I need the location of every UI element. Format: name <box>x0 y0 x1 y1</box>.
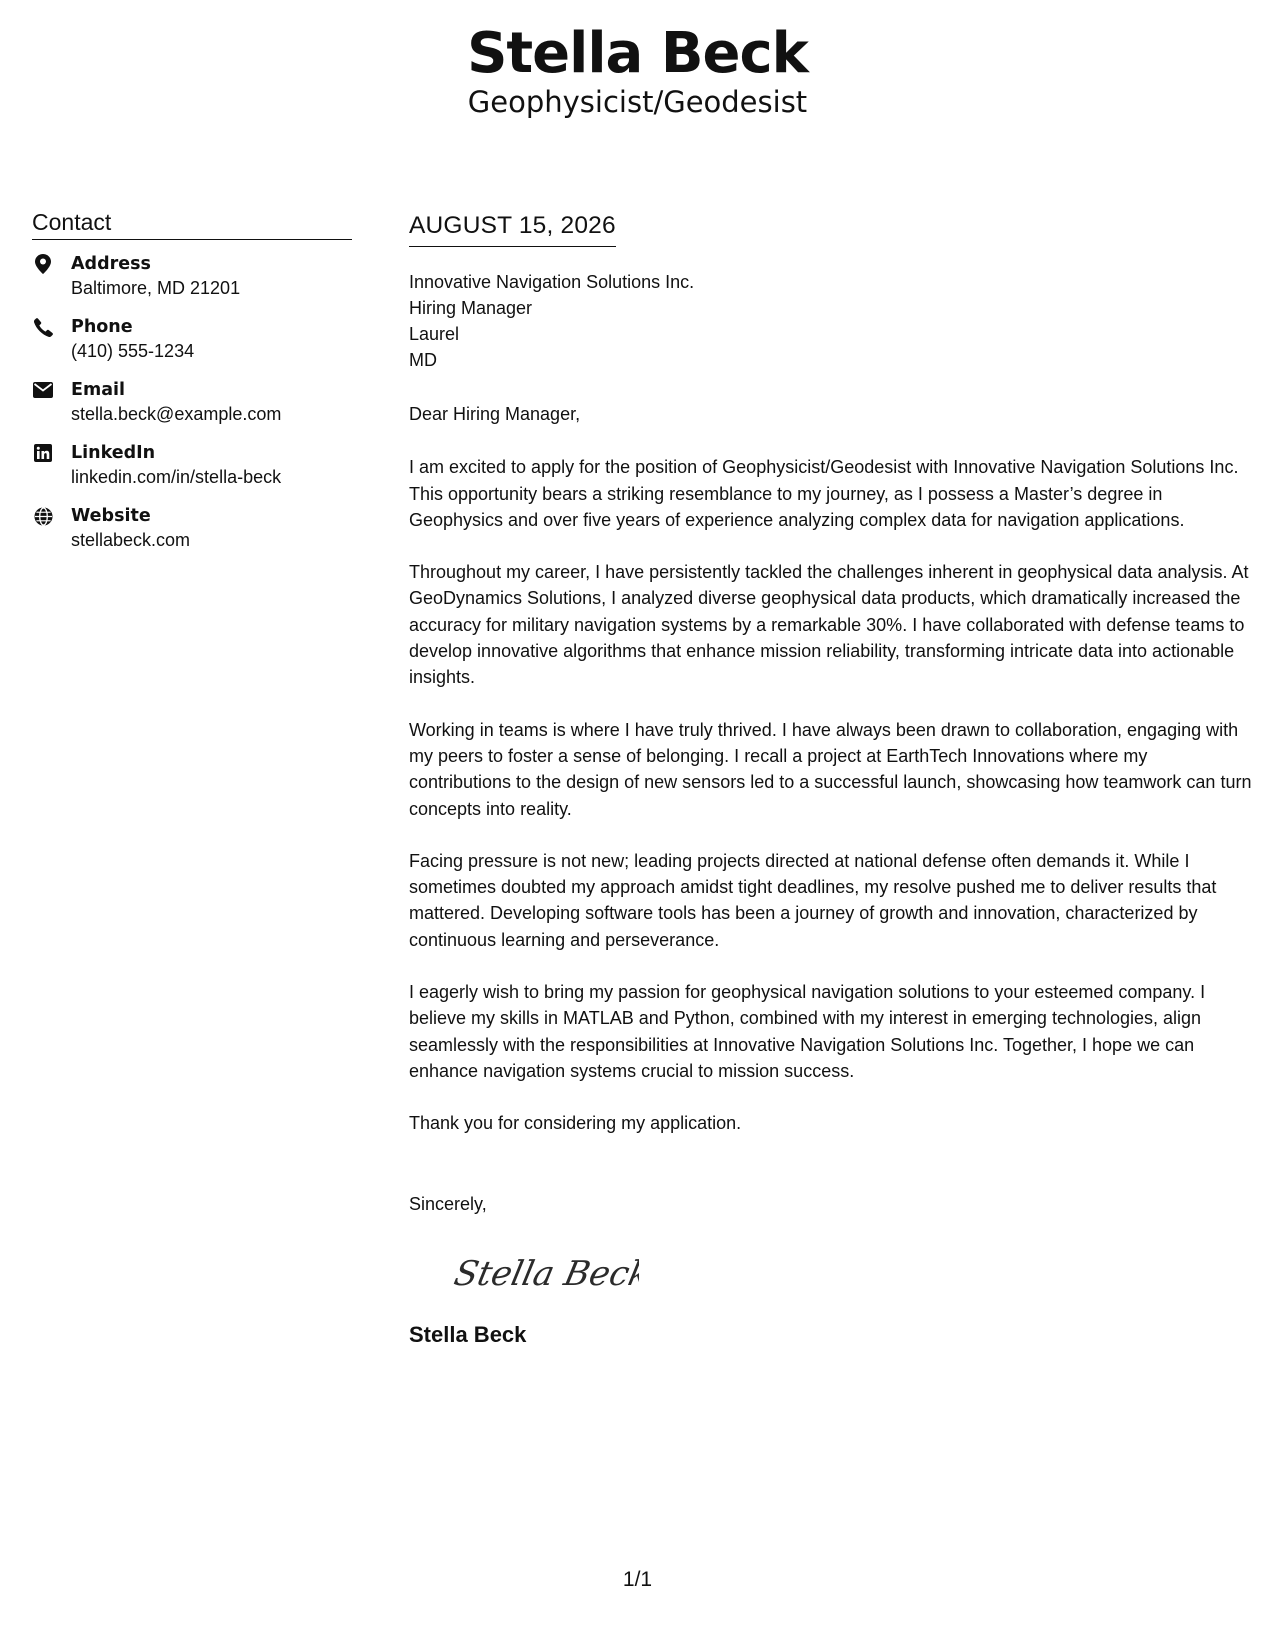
globe-icon <box>32 506 54 526</box>
recipient-city: Laurel <box>409 324 460 344</box>
address-value: Baltimore, MD 21201 <box>71 278 241 298</box>
thank-you-line: Thank you for considering my application. <box>409 1113 742 1134</box>
applicant-name: Stella Beck <box>467 21 808 86</box>
linkedin-value: linkedin.com/in/stella-beck <box>71 467 282 487</box>
contact-item-linkedin <box>32 441 352 504</box>
paragraph: Throughout my career, I have persistently tackled the challenges inherent in geophysical data analysis. At GeoDynamics Solutions, I analyzed diverse geophysical data products, which dramatically increased the accuracy for military navigation systems by a remarkable 30%. I have collaborated with defense teams to develop innovative algorithms that enhance mission reliability, transforming intricate data into actionable insights. <box>409 562 1249 688</box>
handwritten-signature <box>449 1245 1254 1299</box>
contact-item-phone <box>32 315 352 378</box>
contact-item-address <box>32 252 352 315</box>
applicant-title: Geophysicist/Geodesist <box>467 85 808 119</box>
phone-icon <box>32 317 54 337</box>
closing: Sincerely, <box>409 1193 487 1214</box>
paragraph: I eagerly wish to bring my passion for geophysical navigation solutions to your esteemed company. I believe my skills in MATLAB and Python, combined with my interest in emerging technologies, align seamlessly with the responsibilities at Innovative Navigation Solutions Inc. Together, I hope we can enhance navigation systems crucial to mission success. <box>409 982 1206 1081</box>
signer-name: Stella Beck <box>409 1321 527 1347</box>
contact-label: Website <box>71 506 151 526</box>
paragraph: I am excited to apply for the position of Geophysicist/Geodesist with Innovative Navigation Solutions Inc. This opportunity bears a striking resemblance to my journey, as I possess a Master’s degree in Geophysics and over five years of experience analyzing complex data for navigation applications. <box>409 457 1239 530</box>
recipient-company: Innovative Navigation Solutions Inc. <box>409 272 695 292</box>
envelope-icon <box>32 380 54 400</box>
letter-body <box>409 210 1254 1349</box>
linkedin-icon <box>32 443 54 463</box>
recipient-title: Hiring Manager <box>409 298 533 318</box>
contact-sidebar <box>32 208 352 567</box>
contact-label: Address <box>71 254 151 274</box>
recipient-state: MD <box>409 350 437 370</box>
paragraph: Working in teams is where I have truly thrived. I have always been drawn to collaboration, engaging with my peers to foster a sense of belonging. I recall a project at EarthTech Innovations where my contributions to the design of new sensors led to a successful launch, showcasing how teamwork can turn concepts into reality. <box>409 719 1252 819</box>
signature-text: Stella Beck <box>450 1254 639 1294</box>
email-value: stella.beck@example.com <box>71 404 282 424</box>
contact-label: LinkedIn <box>71 443 156 463</box>
letter-date: AUGUST 15, 2026 <box>409 210 616 247</box>
recipient-block <box>409 269 1254 373</box>
page-indicator: 1/1 <box>622 1568 653 1591</box>
phone-value: (410) 555-1234 <box>71 341 195 361</box>
map-pin-icon <box>32 254 54 274</box>
contact-label: Email <box>71 380 125 400</box>
website-value: stellabeck.com <box>71 530 191 550</box>
page-header <box>0 18 1275 120</box>
contact-label: Phone <box>71 317 133 337</box>
paragraph: Facing pressure is not new; leading projects directed at national defense often demands it. While I sometimes doubted my approach amidst tight deadlines, my resolve pushed me to deliver results that mattered. Developing software tools has been a journey of growth and innovation, characterized by continuous learning and perseverance. <box>409 850 1217 950</box>
greeting: Dear Hiring Manager, <box>409 404 581 424</box>
contact-item-email <box>32 378 352 441</box>
contact-heading: Contact <box>32 208 352 240</box>
contact-item-website <box>32 504 352 567</box>
